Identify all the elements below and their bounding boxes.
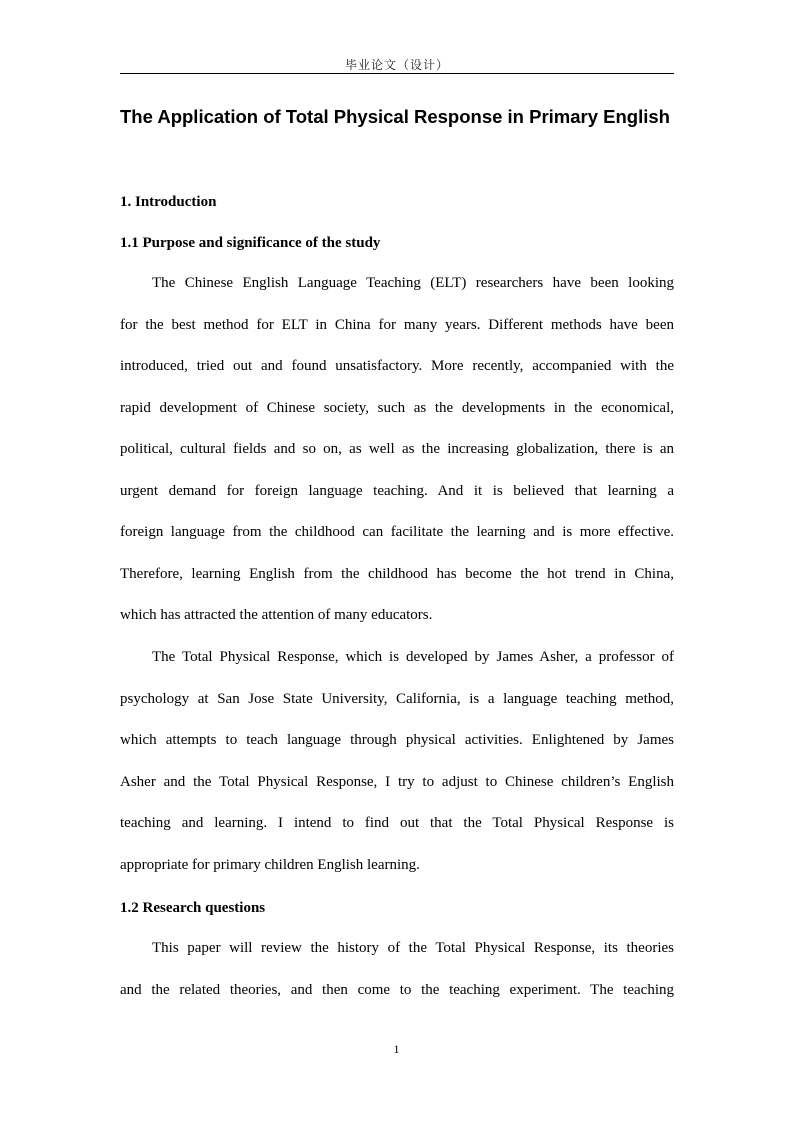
paragraph-line: political, cultural fields and so on, as well as the increasing globalization, there is an — [120, 441, 674, 457]
paragraph-line: psychology at San Jose State University, California, is a language teaching method, — [120, 690, 674, 707]
paragraph-purpose-2 — [120, 637, 674, 886]
paragraph-line: rapid development of Chinese society, such as the developments in the economical, — [120, 399, 674, 416]
paragraph-line: appropriate for primary children English learning. — [120, 856, 420, 873]
paragraph-line: This paper will review the history of the Total Physical Response, its theories — [152, 940, 674, 956]
paragraph-line: which attempts to teach language through physical activities. Enlightened by James — [120, 732, 674, 748]
paragraph-line: Therefore, learning English from the childhood has become the hot trend in China, — [120, 565, 674, 582]
paragraph-line: which has attracted the attention of many educators. — [120, 607, 433, 623]
paragraph-line: Asher and the Total Physical Response, I try to adjust to Chinese children’s English — [120, 773, 674, 790]
running-header: 毕业论文（设计） — [344, 58, 449, 72]
paragraph-research-questions — [120, 928, 674, 1011]
paragraph-line: for the best method for ELT in China for many years. Different methods have been — [120, 316, 674, 333]
paragraph-line: teaching and learning. I intend to find out that the Total Physical Response is — [120, 815, 674, 831]
header-rule — [120, 73, 674, 74]
paragraph-line: and the related theories, and then come to the teaching experiment. The teaching — [120, 981, 674, 998]
paragraph-purpose-1 — [120, 263, 674, 637]
section-heading-purpose: 1.1 Purpose and significance of the study — [120, 235, 381, 251]
paragraph-line: The Total Physical Response, which is developed by James Asher, a professor of — [152, 649, 674, 665]
page-number: 1 — [393, 1042, 400, 1056]
paragraph-line: introduced, tried out and found unsatisfactory. More recently, accompanied with the — [120, 358, 674, 374]
paragraph-line: The Chinese English Language Teaching (ELT) researchers have been looking — [152, 275, 674, 291]
paper-title: The Application of Total Physical Response in Primary English — [120, 106, 670, 127]
section-heading-introduction: 1. Introduction — [120, 194, 217, 210]
paragraph-line: urgent demand for foreign language teaching. And it is believed that learning a — [120, 482, 674, 499]
section-heading-research-questions: 1.2 Research questions — [120, 900, 266, 916]
paragraph-line: foreign language from the childhood can facilitate the learning and is more effective. — [120, 524, 674, 540]
